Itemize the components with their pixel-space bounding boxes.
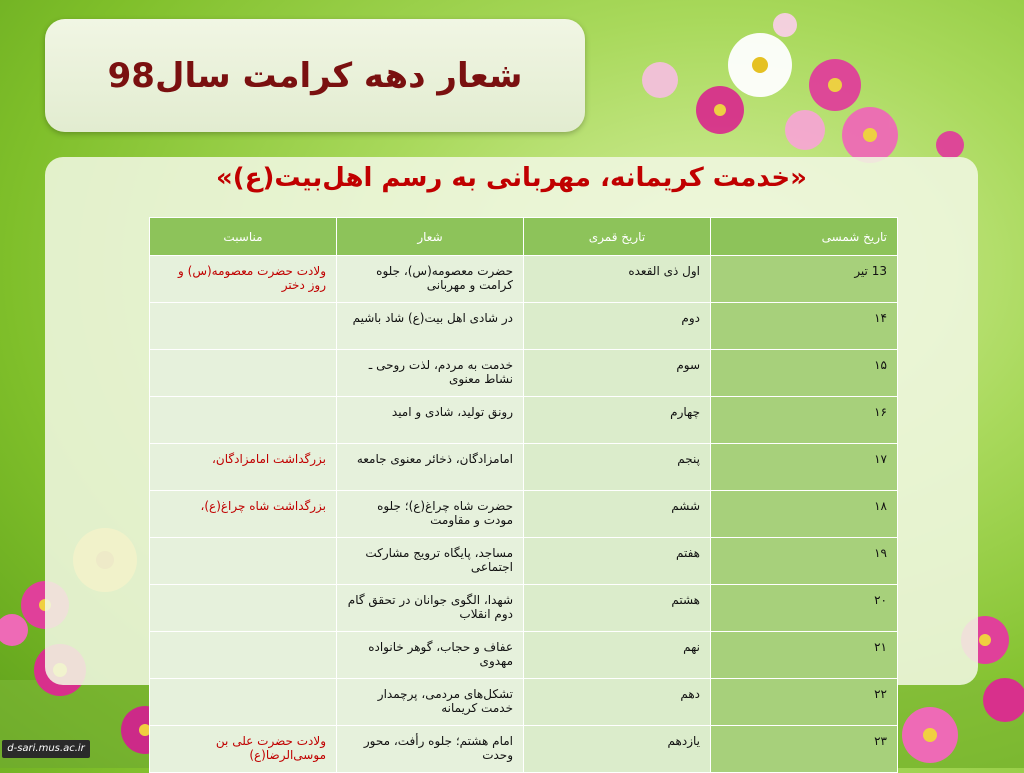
occasion-cell: بزرگداشت امامزادگان، (150, 444, 337, 491)
shamsi-date-cell: ۱۴ (711, 303, 898, 350)
shamsi-date-cell: ۲۳ (711, 726, 898, 773)
occasion-cell (150, 350, 337, 397)
table-row (150, 397, 898, 444)
slogan-cell: شهدا، الگوی جوانان در تحقق گام دوم انقلاب (337, 585, 524, 632)
qamari-date-cell: پنجم (524, 444, 711, 491)
occasion-cell: ولادت حضرت علی بن موسی‌الرضا(ع) (150, 726, 337, 773)
header-slogan: شعار (337, 218, 524, 256)
table-row (150, 444, 898, 491)
header-qamari-date: تاریخ قمری (524, 218, 711, 256)
occasion-cell (150, 303, 337, 350)
qamari-date-cell: هفتم (524, 538, 711, 585)
page-title: شعار دهه کرامت سال98 (107, 55, 523, 96)
occasion-cell (150, 538, 337, 585)
shamsi-date-cell: ۱۷ (711, 444, 898, 491)
header-shamsi-date: تاریخ شمسی (711, 218, 898, 256)
table-row (150, 726, 898, 773)
slogan-subtitle: «خدمت کریمانه، مهربانی به رسم اهل‌بیت(ع)» (216, 163, 807, 193)
slogan-cell: مساجد، پایگاه ترویج مشارکت اجتماعی (337, 538, 524, 585)
occasion-cell (150, 632, 337, 679)
shamsi-date-cell: ۲۲ (711, 679, 898, 726)
shamsi-date-cell: ۲۱ (711, 632, 898, 679)
shamsi-date-cell: ۱۹ (711, 538, 898, 585)
schedule-table (149, 217, 898, 773)
title-banner (45, 19, 585, 132)
shamsi-date-cell: ۲۰ (711, 585, 898, 632)
slogan-cell: امامزادگان، ذخائر معنوی جامعه (337, 444, 524, 491)
qamari-date-cell: یازدهم (524, 726, 711, 773)
qamari-date-cell: چهارم (524, 397, 711, 444)
qamari-date-cell: نهم (524, 632, 711, 679)
slogan-cell: رونق تولید، شادی و امید (337, 397, 524, 444)
slogan-cell: تشکل‌های مردمی، پرچمدار خدمت کریمانه (337, 679, 524, 726)
table-row (150, 303, 898, 350)
table-row (150, 538, 898, 585)
table-row (150, 585, 898, 632)
table-row (150, 679, 898, 726)
qamari-date-cell: اول ذی القعده (524, 256, 711, 303)
occasion-cell (150, 679, 337, 726)
shamsi-date-cell: ۱۵ (711, 350, 898, 397)
table-row (150, 491, 898, 538)
shamsi-date-cell: ۱۸ (711, 491, 898, 538)
slogan-cell: امام هشتم؛ جلوه رأفت، محور وحدت (337, 726, 524, 773)
slogan-cell: در شادی اهل بیت(ع) شاد باشیم (337, 303, 524, 350)
occasion-cell (150, 397, 337, 444)
site-logo: d-sari.mus.ac.ir (2, 740, 90, 758)
qamari-date-cell: هشتم (524, 585, 711, 632)
occasion-cell: بزرگداشت شاه چراغ(ع)، (150, 491, 337, 538)
slogan-cell: عفاف و حجاب، گوهر خانواده مهدوی (337, 632, 524, 679)
slogan-cell: حضرت شاه چراغ(ع)؛ جلوه مودت و مقاومت (337, 491, 524, 538)
header-occasion: مناسبت (150, 218, 337, 256)
table-row (150, 632, 898, 679)
slogan-cell: حضرت معصومه(س)، جلوه کرامت و مهربانی (337, 256, 524, 303)
occasion-cell (150, 585, 337, 632)
qamari-date-cell: دهم (524, 679, 711, 726)
table-header-row (150, 218, 898, 256)
shamsi-date-cell: ۱۶ (711, 397, 898, 444)
occasion-cell: ولادت حضرت معصومه(س) و روز دختر (150, 256, 337, 303)
qamari-date-cell: دوم (524, 303, 711, 350)
qamari-date-cell: سوم (524, 350, 711, 397)
slogan-cell: خدمت به مردم، لذت روحی ـ نشاط معنوی (337, 350, 524, 397)
table-row (150, 256, 898, 303)
table-row (150, 350, 898, 397)
qamari-date-cell: ششم (524, 491, 711, 538)
shamsi-date-cell: 13 تیر (711, 256, 898, 303)
